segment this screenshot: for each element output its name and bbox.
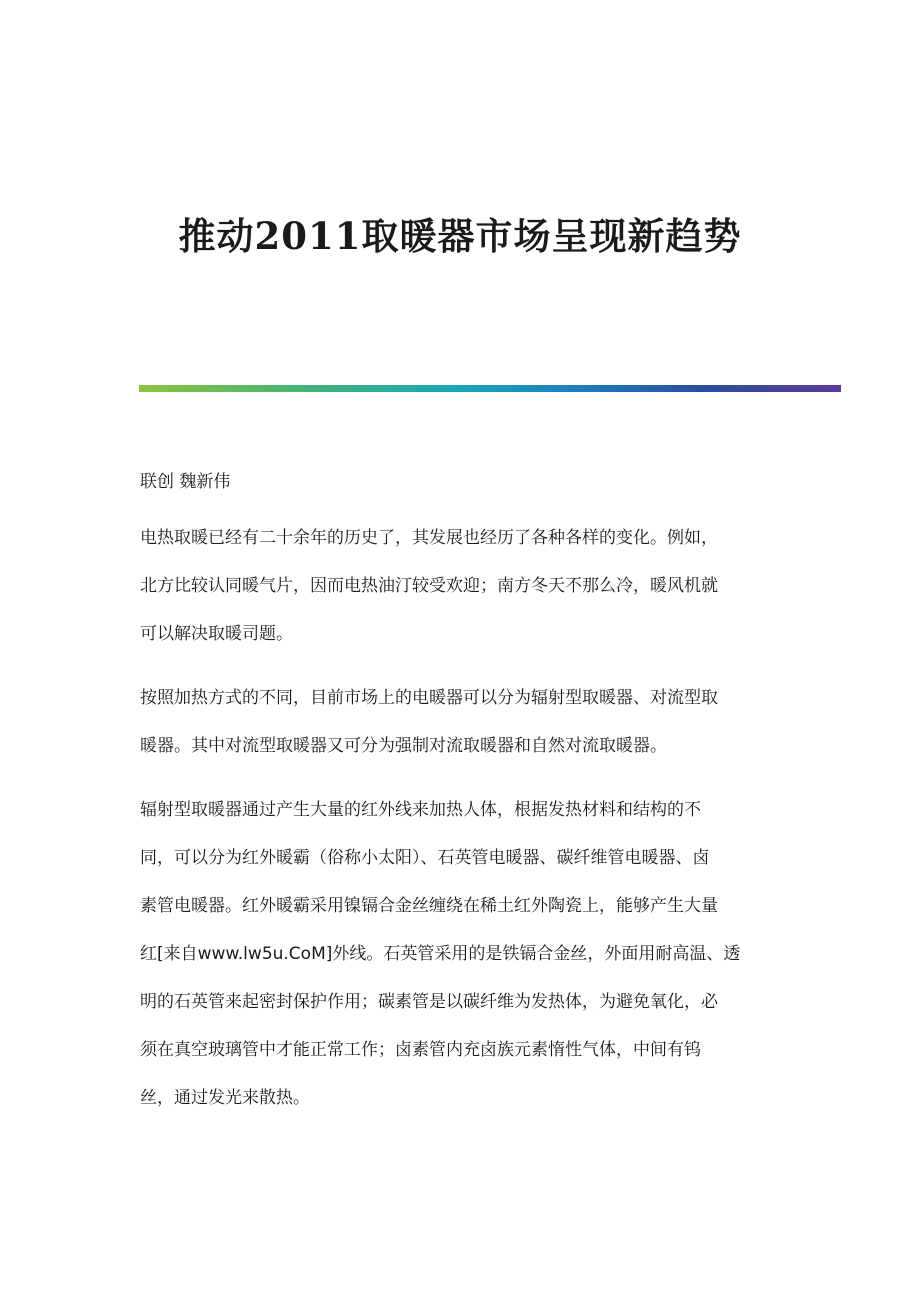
article-body xyxy=(140,524,780,1148)
gradient-divider xyxy=(139,385,841,392)
document-title: 推动2011取暖器市场呈现新趋势 xyxy=(178,214,742,258)
paragraph-2 xyxy=(140,684,780,780)
paragraph-line: 可以解决取暖司题。 xyxy=(140,624,293,644)
paragraph-line: 按照加热方式的不同，目前市场上的电暖器可以分为辐射型取暖器、对流型取 xyxy=(140,688,718,708)
paragraph-3 xyxy=(140,796,780,1132)
paragraph-line: 丝，通过发光来散热。 xyxy=(140,1088,310,1108)
paragraph-line: 素管电暖器。红外暖霸采用镍镉合金丝缠绕在稀土红外陶瓷上，能够产生大量 xyxy=(140,896,718,916)
paragraph-line: 北方比较认同暖气片，因而电热油汀较受欢迎；南方冬天不那么冷，暖风机就 xyxy=(140,576,718,596)
paragraph-line: 辐射型取暖器通过产生大量的红外线来加热人体，根据发热材料和结构的不 xyxy=(140,800,701,820)
paragraph-1 xyxy=(140,524,780,668)
author-line: 联创 魏新伟 xyxy=(140,472,231,492)
paragraph-line: 红[来自www.lw5u.CoM]外线。石英管采用的是铁镉合金丝，外面用耐高温、透 xyxy=(140,944,741,964)
paragraph-line: 明的石英管来起密封保护作用；碳素管是以碳纤维为发热体，为避免氧化，必 xyxy=(140,992,718,1012)
paragraph-line: 电热取暖已经有二十余年的历史了，其发展也经历了各种各样的变化。例如， xyxy=(140,528,718,548)
paragraph-line: 同，可以分为红外暖霸（俗称小太阳）、石英管电暖器、碳纤维管电暖器、卤 xyxy=(140,848,710,868)
paragraph-line: 须在真空玻璃管中才能正常工作；卤素管内充卤族元素惰性气体，中间有钨 xyxy=(140,1040,701,1060)
paragraph-line: 暖器。其中对流型取暖器又可分为强制对流取暖器和自然对流取暖器。 xyxy=(140,736,667,756)
